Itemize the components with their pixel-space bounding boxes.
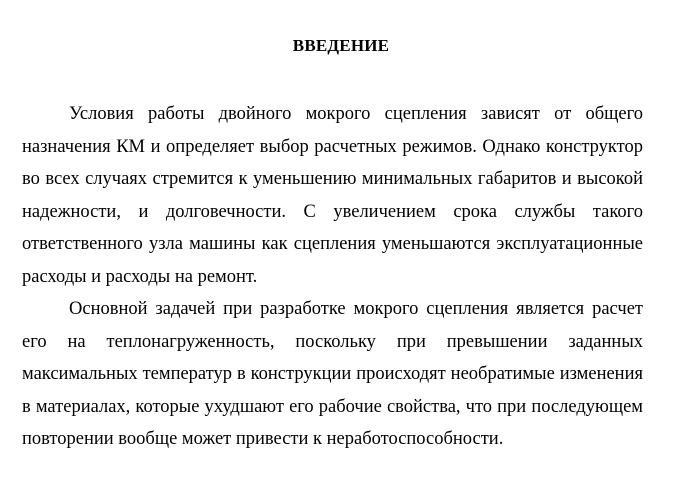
paragraph-2: Основной задачей при разработке мокрого сцепления является расчет его на теплонагруженность, поскольку при превышении заданных максимальных температур в конструкции происходят необратимые изменения в материалах, которые ухудшают его рабочие свойства, что при последующем повторении вообще может привести к неработоспособности. (22, 299, 643, 449)
section-heading: ВВЕДЕНИЕ (292, 36, 390, 55)
body-text (22, 98, 643, 456)
paragraph-1: Условия работы двойного мокрого сцепления зависят от общего назначения КМ и определяет выбор расчетных режимов. Однако конструктор во всех случаях стремится к уменьшению минимальных габаритов и высокой надежности, и долговечности. С увеличением срока службы такого ответственного узла машины как сцепления уменьшаются эксплуатационные расходы и расходы на ремонт. (22, 104, 643, 287)
